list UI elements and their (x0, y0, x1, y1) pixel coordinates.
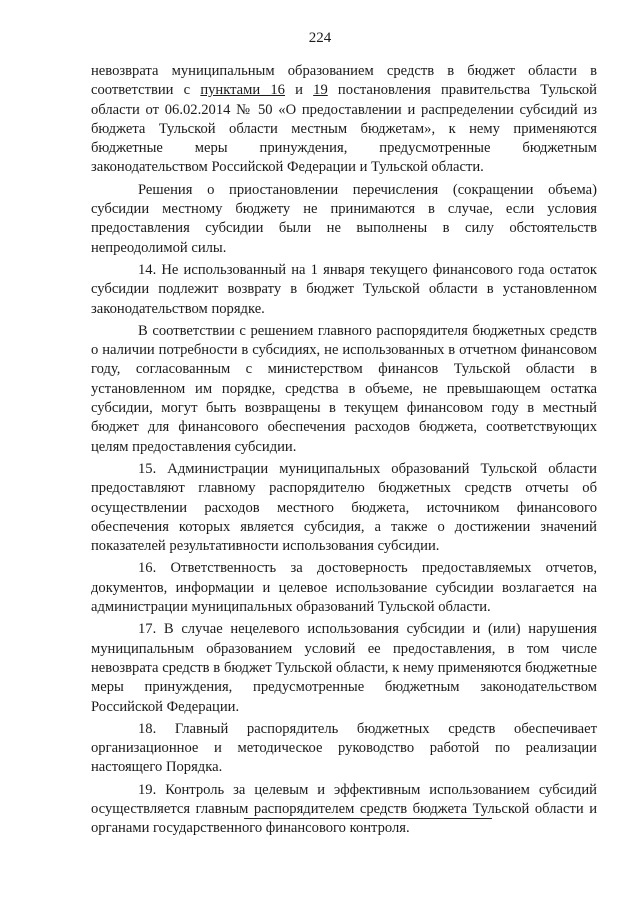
paragraph-text: постановления правительства Тульской области от 06.02.2014 № 50 «О предоставлении и распределении субсидий из бюджета Тульской области местным бюджетам», к нему применяются бюджетные меры принуждения, предусмотренные бюджетным законодательством Российской Федерации и Тульской области. (91, 82, 597, 176)
paragraph-text: невозврата муниципальным образованием средств в бюджет области в соответствии с (91, 63, 597, 99)
end-divider (244, 818, 492, 819)
paragraph-clause-19: 19. Контроль за целевым и эффективным использованием субсидий осуществляется главным распорядителем средств бюджета Тульской области и органами государственного финансового контроля. (91, 781, 597, 837)
paragraph-clause-18: 18. Главный распорядитель бюджетных средств обеспечивает организационное и методическое руководство работой по реализации настоящего Порядка. (91, 720, 597, 776)
paragraph-return-of-funds: В соответствии с решением главного распорядителя бюджетных средств о наличии потребности в субсидиях, не использованных в отчетном финансовом году, согласованным с министерством финансов Тульской области в установленном им порядке, средства в объеме, не превышающем остатка субсидии, могут быть возвращены в текущем финансовом году в местный бюджет для финансового обеспечения расходов бюджета, соответствующих целям предоставления субсидии. (91, 322, 597, 455)
link-clause-19[interactable]: 19 (313, 82, 328, 99)
paragraph-clause-14: 14. Не использованный на 1 января текущего финансового года остаток субсидии подлежит возврату в бюджет Тульской области в установленном законодательством порядке. (91, 261, 597, 317)
page-number: 224 (308, 30, 332, 46)
paragraph-clause-15: 15. Администрации муниципальных образований Тульской области предоставляют главному распорядителю бюджетных средств отчеты об осуществлении расходов местного бюджета, источником финансового обеспечения которых является субсидия, а также о достижении значений показателей результативности использования субсидии. (91, 460, 597, 555)
paragraph-clause-16: 16. Ответственность за достоверность предоставляемых отчетов, документов, информации и целевое использование субсидии возлагается на администрации муниципальных образований Тульской области. (91, 560, 597, 616)
document-body (91, 62, 597, 839)
link-clause-16[interactable]: пунктами 16 (200, 82, 285, 99)
paragraph-continuation (91, 62, 597, 178)
paragraph-clause-17: 17. В случае нецелевого использования субсидии и (или) нарушения муниципальным образованием условий ее предоставления, в том числе невозврата средств в бюджет Тульской области, к нему применяются бюджетные меры принуждения, предусмотренные бюджетным законодательством Российской Федерации. (91, 621, 597, 715)
paragraph-suspension-decisions: Решения о приостановлении перечисления (сокращении объема) субсидии местному бюджету не принимаются в случае, если условия предоставления субсидии были не выполнены в силу обстоятельств непреодолимой силы. (91, 181, 597, 256)
paragraph-text: и (284, 82, 314, 99)
